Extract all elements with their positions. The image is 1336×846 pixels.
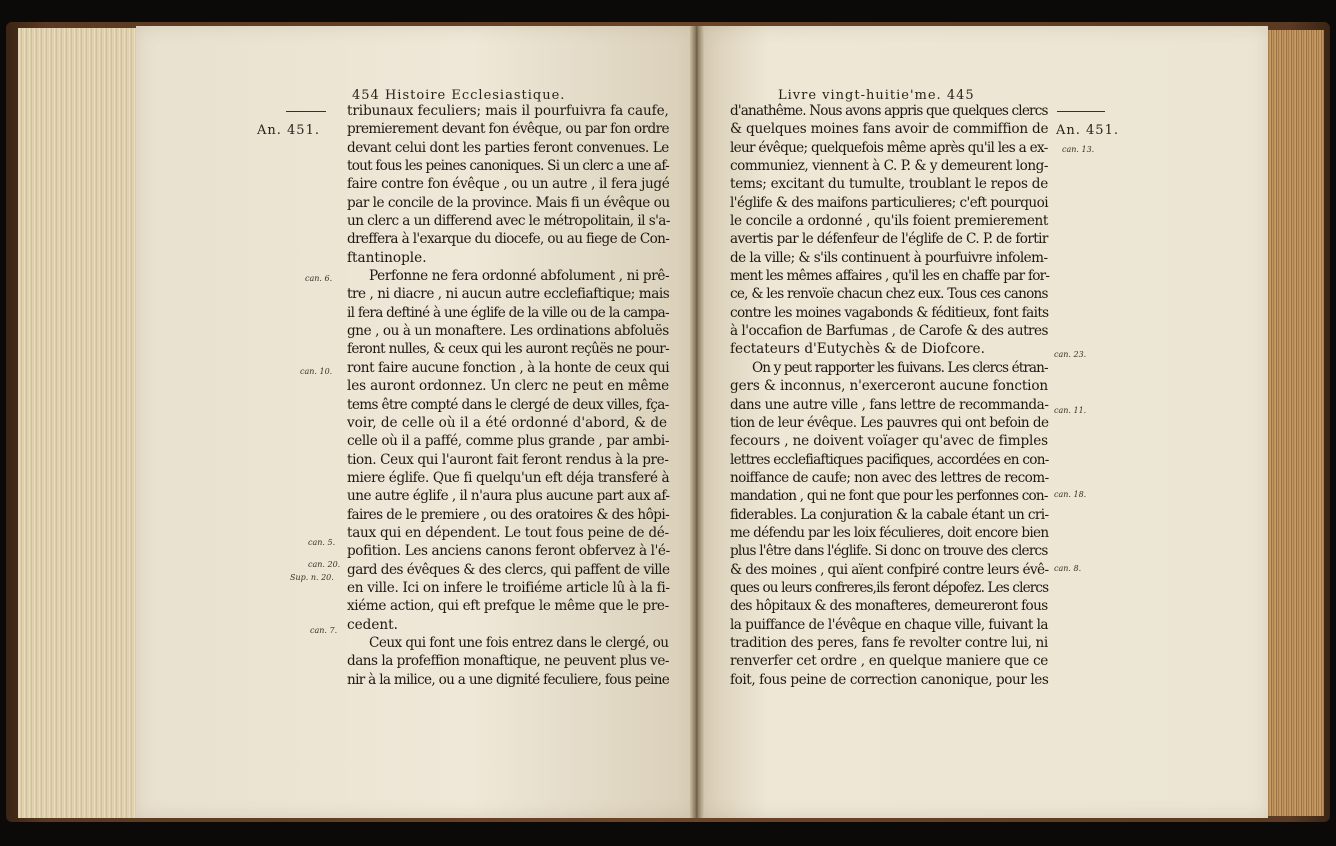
text-line: gne , ou à un monaftere. Les ordinations abfoluës: [347, 323, 669, 340]
text-line: plus l'être dans l'églife. Si donc on trouve des clercs: [730, 543, 1048, 560]
text-line: les auront ordonnez. Un clerc ne peut en même: [347, 378, 670, 395]
text-line: un clerc a un differend avec le métropolitain, il s'a-: [347, 213, 670, 230]
margin-note: can. 7.: [310, 626, 338, 635]
text-line: tradition des peres, fans fe revolter contre lui, ni: [730, 634, 1048, 651]
text-line: faires de le premiere , ou des oratoires & des hôpi-: [347, 506, 670, 523]
text-line: fiderables. La conjuration & la cabale étant un cri-: [730, 506, 1049, 523]
right-year-rule: [1057, 111, 1105, 112]
margin-note: can. 20.: [308, 560, 341, 569]
text-line: me défendu par les loix féculieres, doit encore bien: [730, 524, 1049, 541]
text-line: communiez, viennent à C. P. & y demeurent long-: [730, 158, 1048, 175]
text-line: ront faire aucune fonction , à la honte de ceux qui: [347, 359, 670, 376]
text-line: nir à la milice, ou a une dignité feculiere, fous peine: [347, 671, 670, 688]
text-line: pofition. Les anciens canons feront obfervez à l'é-: [347, 543, 670, 560]
right-page-header: Livre vingt-huitie'me. 445: [778, 88, 975, 103]
text-line: la puiffance de l'évêque en chaque ville, fuivant la: [730, 616, 1048, 633]
text-line: ce, & les renvoïe chacun chez eux. Tous ces canons: [730, 286, 1048, 303]
margin-note: can. 23.: [1054, 350, 1087, 359]
margin-note: can. 8.: [1054, 564, 1082, 573]
text-line: dans la profeffion monaftique, ne peuvent plus ve-: [347, 653, 669, 670]
margin-note: Sup. n. 20.: [290, 573, 334, 582]
text-line: tion. Ceux qui l'auront fait feront rendus à la pre-: [347, 451, 669, 468]
text-line: avertis par le défenfeur de l'églife de C. P. de fortir: [730, 231, 1048, 248]
text-line: tre , ni diacre , ni aucun autre ecclefiaftique; mais: [347, 286, 670, 303]
text-line: tion de leur évêque. Les pauvres qui ont befoin de: [730, 414, 1049, 431]
text-line: il fera deftiné à une églife de la ville ou de la campa-: [347, 304, 669, 321]
text-line: d'anathême. Nous avons appris que quelques clercs: [730, 103, 1048, 119]
text-line: noiffance de caufe; non avec des lettres de recom-: [730, 469, 1049, 486]
text-line: voir, de celle où il a été ordonné d'abord, & de: [347, 414, 668, 431]
text-line: leur évêque; quelquefois même après qu'il les a ex-: [730, 139, 1048, 156]
text-line: dreffera à l'exarque du diocefe, ou au fiege de Con-: [347, 231, 670, 248]
margin-note: can. 6.: [305, 274, 333, 283]
text-line: taux qui en dépendent. Le tout fous peine de dé-: [347, 524, 669, 541]
text-line: par le concile de la province. Mais fi un évêque ou: [347, 194, 670, 211]
text-line: ment les mêmes affaires , qu'il les en chaffe par for-: [730, 268, 1050, 285]
text-line: tout fous les peines canoniques. Si un clerc a une af-: [347, 158, 670, 175]
left-page-header: 454 Histoire Ecclesiastique.: [352, 88, 566, 103]
left-page-body: [347, 102, 669, 689]
left-year-note: An. 451.: [257, 123, 320, 138]
text-line: Ceux qui font une fois entrez dans le clergé, ou: [369, 634, 669, 651]
text-line: Perfonne ne fera ordonné abfolument , ni prê-: [369, 268, 670, 285]
text-line: celle où il a paffé, comme plus grande , par ambi-: [347, 433, 670, 450]
text-line: ftantinople.: [347, 249, 427, 266]
text-line: & des moines , qui aïent confpiré contre leurs évê-: [730, 561, 1049, 578]
text-line: gard des évêques & des clercs, qui paffent de ville: [347, 561, 670, 578]
text-line: le concile a ordonné , qu'ils foient premierement: [730, 213, 1049, 230]
left-year-rule: [286, 111, 326, 112]
text-line: l'églife & des maifons particulieres; c'eft pourquoi: [730, 194, 1048, 211]
text-line: tribunaux feculiers; mais il pourfuivra fa caufe,: [347, 103, 669, 119]
text-line: premierement devant fon évêque, ou par fon ordre: [347, 121, 669, 138]
text-line: ques ou leurs confreres,ils feront dépofez. Les clercs: [730, 579, 1049, 596]
text-line: renverfer cet ordre , en quelque maniere que ce: [730, 653, 1049, 670]
text-line: une autre églife , il n'aura plus aucune part aux af-: [347, 488, 670, 505]
margin-note: can. 5.: [308, 538, 336, 547]
margin-note: can. 18.: [1054, 490, 1087, 499]
margin-note: can. 13.: [1062, 145, 1095, 154]
page-edges-right: [1262, 30, 1324, 816]
right-page-body: [730, 102, 1048, 689]
text-line: à l'occafion de Barfumas , de Carofe & des autres: [730, 323, 1049, 340]
text-line: tems être compté dans le clergé de deux villes, fça-: [347, 396, 669, 413]
text-line: lettres ecclefiaftiques pacifiques, accordées en con-: [730, 451, 1049, 468]
text-line: des hôpitaux & des monafteres, demeureront fous: [730, 598, 1048, 615]
text-line: On y peut rapporter les fuivans. Les clercs étran-: [752, 359, 1048, 376]
text-line: en ville. Ici on infere le troifiéme article lû à la fi-: [347, 579, 670, 596]
text-line: tems; excitant du tumulte, troublant le repos de: [730, 176, 1048, 193]
page-edges-left: [18, 28, 138, 818]
text-line: dans une autre ville , fans lettre de recommanda-: [730, 396, 1049, 413]
text-line: feront nulles, & ceux qui les auront reçûës ne pour-: [347, 341, 669, 358]
text-line: contre les moines vagabonds & féditieux, font faits: [730, 304, 1049, 321]
text-line: cedent.: [347, 616, 398, 633]
text-line: foit, fous peine de correction canonique, pour les: [730, 671, 1049, 688]
book-gutter: [690, 26, 704, 818]
text-line: faire contre fon évêque , ou un autre , il fera jugé: [347, 176, 670, 193]
text-line: fecours , ne doivent voïager qu'avec de fimples: [730, 433, 1048, 450]
text-line: devant celui dont les parties feront convenues. Le: [347, 139, 669, 156]
text-line: de la ville; & s'ils continuent à pourfuivre infolem-: [730, 249, 1048, 266]
text-line: gers & inconnus, n'exerceront aucune fonction: [730, 378, 1049, 395]
right-year-note: An. 451.: [1056, 123, 1119, 138]
margin-note: can. 11.: [1054, 406, 1087, 415]
text-line: & quelques moines fans avoir de commiffion de: [730, 121, 1049, 138]
text-line: miere églife. Que fi quelqu'un eft déja transferé à: [347, 469, 670, 486]
text-line: fectateurs d'Eutychès & de Diofcore.: [730, 341, 985, 358]
margin-note: can. 10.: [300, 367, 333, 376]
text-line: mandation , qui ne font que pour les perfonnes con-: [730, 488, 1048, 505]
text-line: xiéme action, qui eft prefque le même que le pre-: [347, 598, 669, 615]
